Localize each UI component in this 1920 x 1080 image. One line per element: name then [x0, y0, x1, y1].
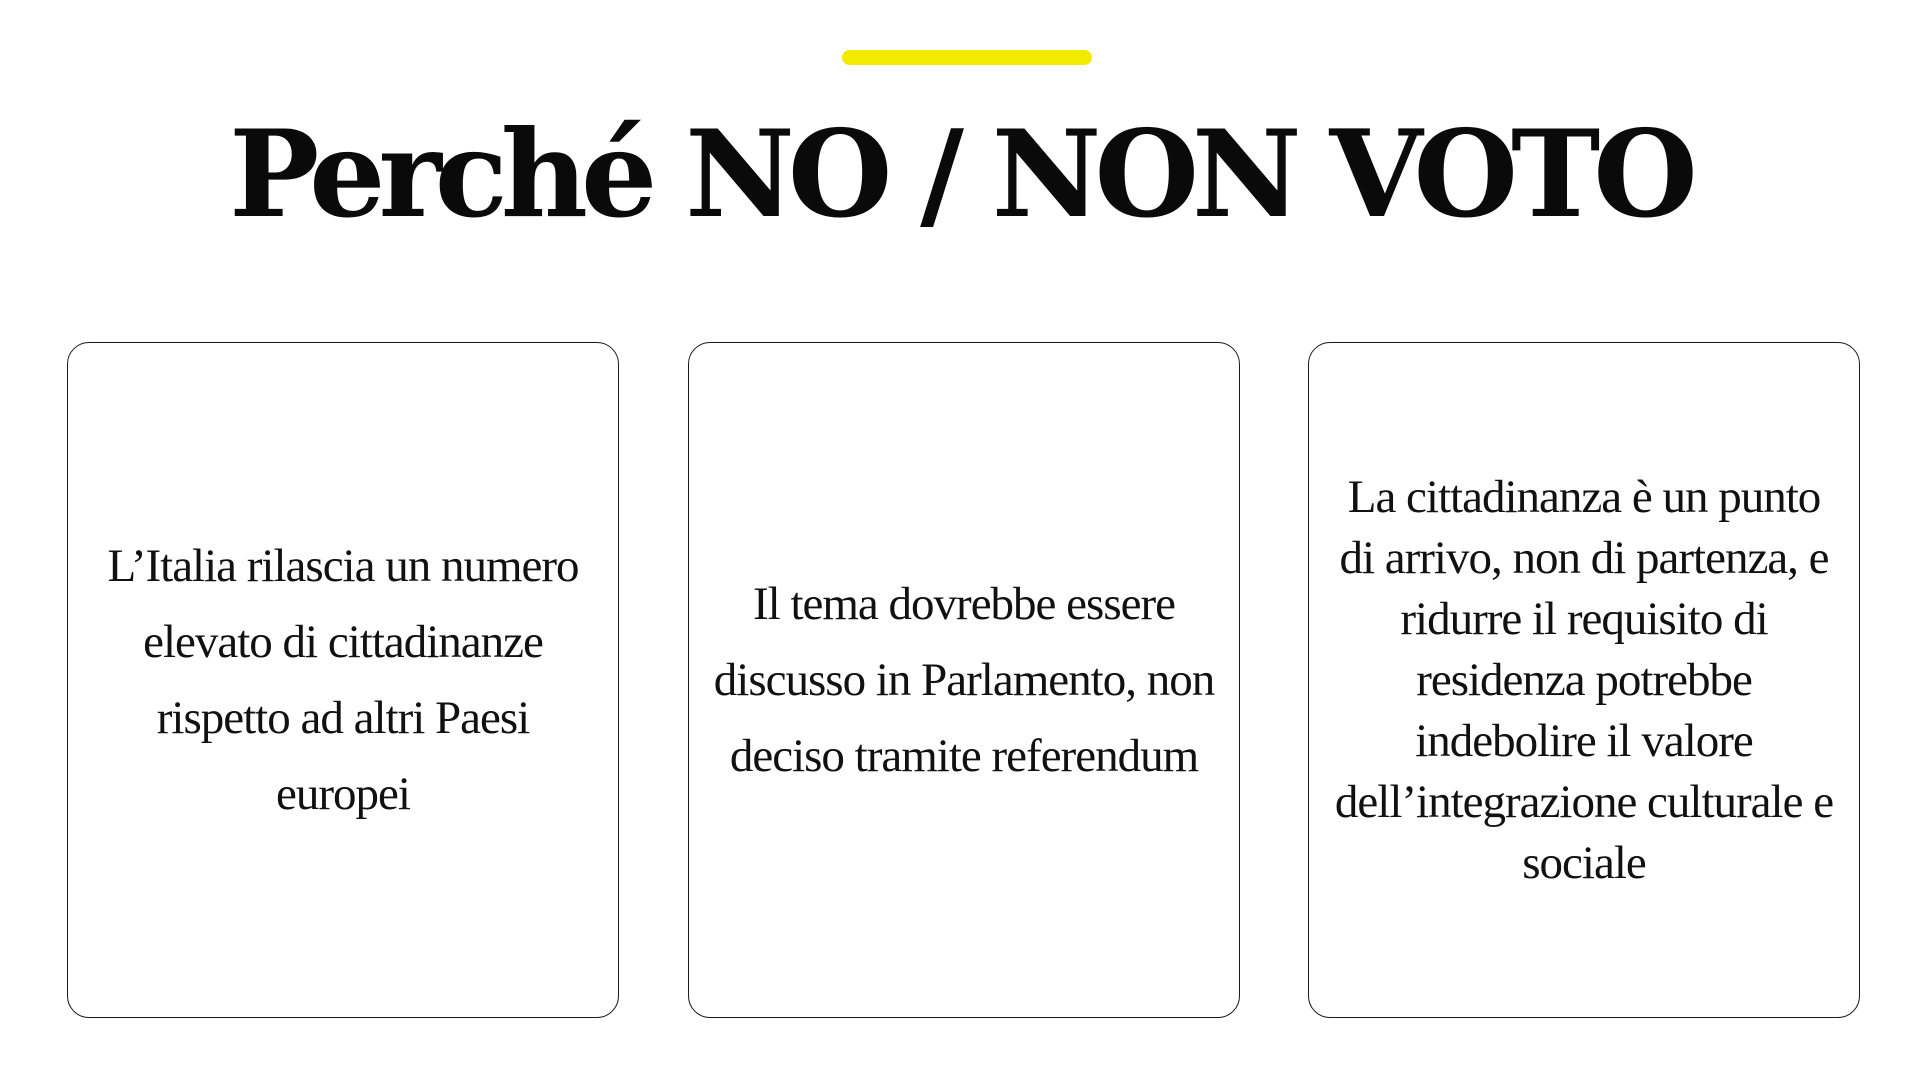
reason-card-1-text: L’Italia rilascia un numero elevato di cittadinanze rispetto ad altri Paesi europei — [107, 540, 579, 820]
reason-card-3-text: La cittadinanza è un punto di arrivo, non di partenza, e ridurre il requisito di residenza potrebbe indebolire il valore dell’integrazione culturale e sociale — [1334, 470, 1834, 889]
reason-card-3 — [1308, 342, 1860, 1018]
reason-card-2-text: Il tema dovrebbe essere discusso in Parlamento, non deciso tramite referendum — [713, 578, 1215, 782]
reason-card-2 — [688, 342, 1240, 1018]
page-title: Perché NO / NON VOTO — [229, 104, 1691, 245]
reason-card-1 — [67, 342, 619, 1018]
